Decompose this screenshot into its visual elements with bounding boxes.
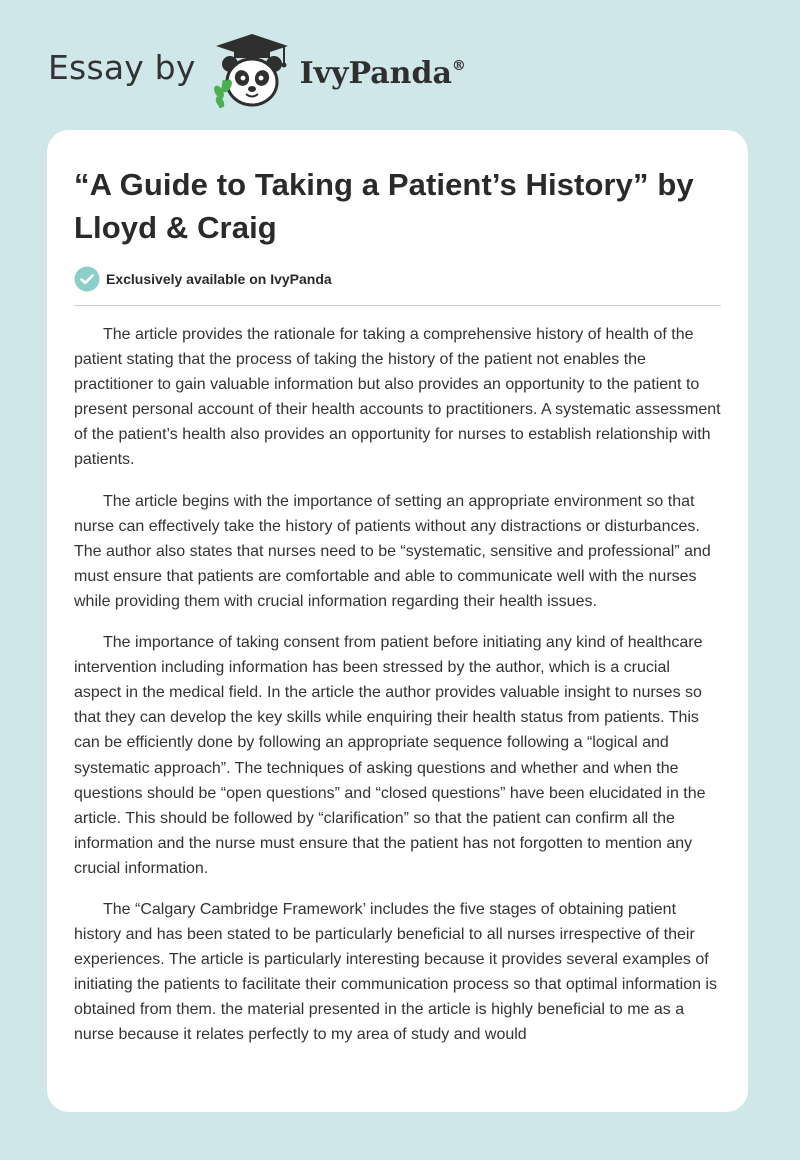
paragraph: The article provides the rationale for taking a comprehensive history of health of the patient stating that the process of taking the history of the patient not enables the practitioner to gain valuable information but also provides an opportunity to the patient to present personal account of their health accounts to practitioners. A systematic assessment of the patient’s health also provides an opportunity for nurses to establish relationship with patients. — [74, 326, 721, 469]
essay-by-label: Essay by — [48, 47, 196, 87]
article-body — [74, 322, 721, 1048]
site-header — [48, 30, 466, 112]
exclusive-badge — [74, 266, 721, 306]
paragraph: The “Calgary Cambridge Framework’ includes the five stages of obtaining patient history and has been stated to be particularly beneficial to all nurses irrespective of their experiences. The article is particularly interesting because it provides several examples of initiating the patients to facilitate their communication process so that optimal information is obtained from them. the material presented in the article is highly beneficial to me as a nurse because it relates perfectly to my area of study and would — [74, 900, 717, 1044]
panda-graduate-icon[interactable] — [210, 30, 294, 112]
registered-mark: ® — [451, 57, 466, 74]
brand-text: IvyPanda — [299, 55, 452, 91]
paragraph: The article begins with the importance of setting an appropriate environment so that nurse can effectively take the history of patients without any distractions or disturbances. The author also states that nurses need to be “systematic, sensitive and professional” and must ensure that patients are comfortable and able to communicate well with the nurses while providing them with crucial information regarding their health issues. — [74, 492, 711, 610]
exclusive-badge-label: Exclusively available on IvyPanda — [106, 271, 332, 287]
article-title: “A Guide to Taking a Patient’s History” by Lloyd & Craig — [74, 167, 694, 245]
paragraph: The importance of taking consent from patient before initiating any kind of healthcare intervention including information has been stressed by the author, which is a crucial aspect in the medical field. In the article the author provides valuable insight to nurses so that they can develop the key skills while enquiring their health status from patients. This can be efficiently done by following an appropriate sequence following a “logical and systematic approach”. The techniques of asking questions and whether and when the questions should be “open questions” and “closed questions” have been elucidated in the article. This should be followed by “clarification” so that the patient can confirm all the information and the nurse must ensure that the patient has not forgotten to mention any crucial information. — [74, 634, 706, 877]
brand-name[interactable] — [300, 56, 466, 91]
article-card — [47, 130, 748, 1112]
check-circle-icon — [74, 266, 100, 292]
